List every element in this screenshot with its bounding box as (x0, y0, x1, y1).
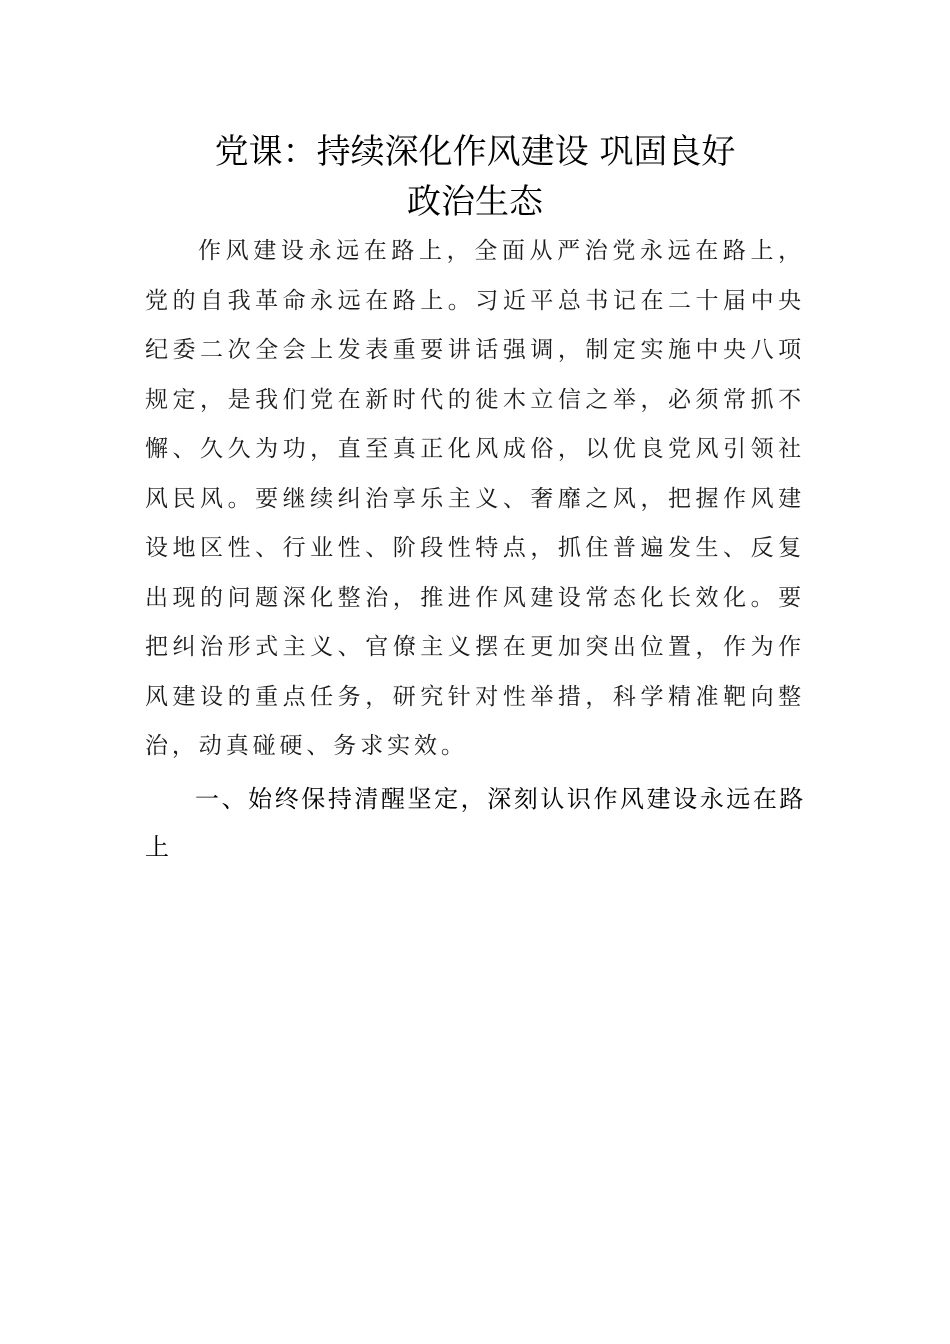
section-heading: 一、始终保持清醒坚定，深刻认识作风建设永远在路上 (145, 785, 805, 861)
title-line-1: 党课：持续深化作风建设 巩固良好 (214, 132, 736, 172)
title-line-2: 政治生态 (407, 182, 543, 222)
body-paragraph: 作风建设永远在路上，全面从严治党永远在路上，党的自我革命永远在路上。习近平总书记在二十届中央纪委二次全会上发表重要讲话强调，制定实施中央八项规定，是我们党在新时代的徙木立信之举，必须常抓不懈、久久为功，直至真正化风成俗，以优良党风引领社风民风。要继续纠治享乐主义、奢靡之风，把握作风建设地区性、行业性、阶段性特点，抓住普遍发生、反复出现的问题深化整治，推进作风建设常态化长效化。要把纠治形式主义、官僚主义摆在更加突出位置，作为作风建设的重点任务，研究针对性举措，科学精准靶向整治，动真碰硬、务求实效。 (145, 238, 805, 759)
document-title (145, 127, 805, 227)
